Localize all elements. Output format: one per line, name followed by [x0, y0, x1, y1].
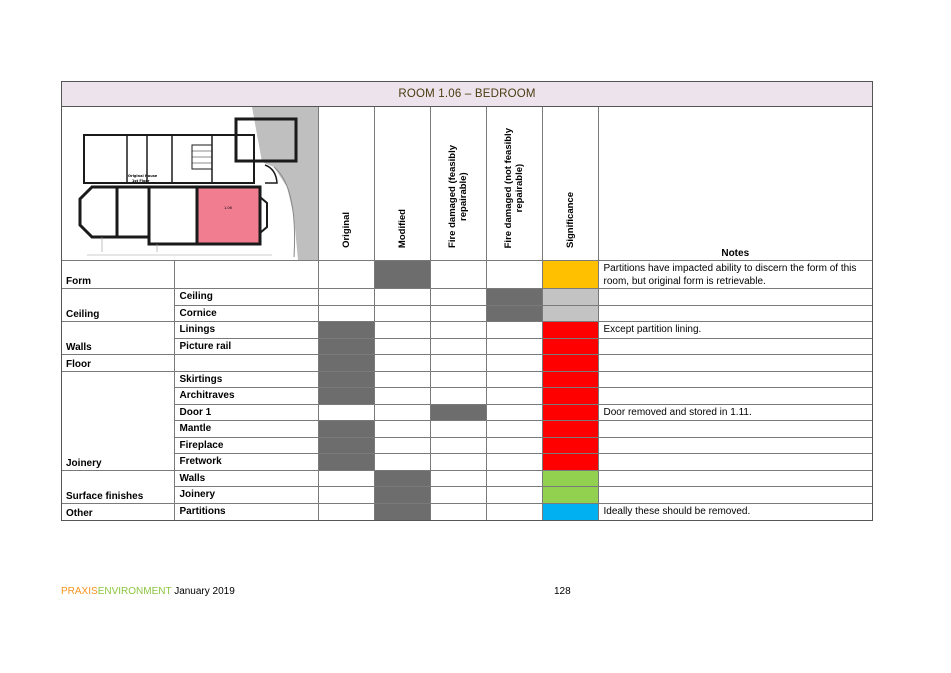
group-ceiling: Ceiling: [62, 289, 174, 322]
significance-cell: [542, 322, 598, 339]
note-cell: [598, 454, 872, 471]
note-cell: [598, 388, 872, 405]
sub-label: Linings: [174, 322, 318, 339]
modified-cell: [374, 503, 430, 520]
note-cell: [598, 371, 872, 388]
fire-not-feasible-cell: [486, 289, 542, 306]
col-notes: Notes: [598, 107, 872, 261]
plan-label-room: 1.06: [224, 206, 232, 210]
plan-label-house: Original House: [128, 174, 158, 178]
group-form: Form: [62, 261, 174, 289]
group-walls: Walls: [62, 322, 174, 355]
floor-plan: [62, 107, 318, 260]
sub-label: Cornice: [174, 305, 318, 322]
room-title: ROOM 1.06 – BEDROOM: [62, 82, 872, 107]
significance-cell: [542, 437, 598, 454]
original-cell: [318, 388, 374, 405]
table-row: [62, 355, 872, 372]
significance-cell: [542, 503, 598, 520]
group-surface-finishes: Surface finishes: [62, 470, 174, 503]
highlighted-room: [197, 187, 260, 244]
col-significance: Significance: [542, 107, 598, 261]
page-number: 128: [554, 586, 571, 597]
table-row: [62, 388, 872, 405]
floor-plan-drawing: [62, 107, 318, 260]
sub-label: Door 1: [174, 404, 318, 421]
fire-feasible-cell: [430, 404, 486, 421]
floor-plan-cell: [62, 107, 318, 261]
significance-cell: [542, 355, 598, 372]
sub-label: Picture rail: [174, 338, 318, 355]
table-row: [62, 322, 872, 339]
table-row: [62, 289, 872, 306]
table-row: [62, 338, 872, 355]
group-floor: Floor: [62, 355, 174, 372]
significance-cell: [542, 289, 598, 306]
sub-label: Fretwork: [174, 454, 318, 471]
significance-cell: [542, 388, 598, 405]
note-cell: [598, 421, 872, 438]
col-fire-feasible: Fire damaged (feasibly repairable): [430, 107, 486, 261]
significance-cell: [542, 470, 598, 487]
assessment-sheet: [61, 81, 873, 521]
assessment-table: [62, 107, 872, 520]
modified-cell: [374, 470, 430, 487]
original-cell: [318, 437, 374, 454]
sub-label: Mantle: [174, 421, 318, 438]
table-row: [62, 261, 872, 289]
group-joinery: Joinery: [62, 371, 174, 470]
significance-cell: [542, 305, 598, 322]
note-cell: Door removed and stored in 1.11.: [598, 404, 872, 421]
table-row: [62, 487, 872, 504]
original-cell: [318, 338, 374, 355]
significance-cell: [542, 338, 598, 355]
modified-cell: [374, 487, 430, 504]
note-cell: Except partition lining.: [598, 322, 872, 339]
footer-brand: [61, 586, 235, 597]
significance-cell: [542, 454, 598, 471]
original-cell: [318, 421, 374, 438]
table-row: [62, 404, 872, 421]
original-cell: [318, 322, 374, 339]
sub-label: Walls: [174, 470, 318, 487]
note-cell: Ideally these should be removed.: [598, 503, 872, 520]
brand-praxis: PRAXIS: [61, 586, 98, 597]
significance-cell: [542, 487, 598, 504]
note-cell: [598, 355, 872, 372]
note-cell: [598, 289, 872, 306]
sub-label: Architraves: [174, 388, 318, 405]
significance-cell: [542, 371, 598, 388]
significance-cell: [542, 421, 598, 438]
sub-label: [174, 355, 318, 372]
sub-label: Ceiling: [174, 289, 318, 306]
sub-label: [174, 261, 318, 289]
note-cell: [598, 305, 872, 322]
note-cell: [598, 470, 872, 487]
table-row: [62, 305, 872, 322]
note-cell: Partitions have impacted ability to discern the form of this room, but original form is retrievable.: [598, 261, 872, 289]
note-cell: [598, 487, 872, 504]
note-cell: [598, 437, 872, 454]
col-original: Original: [318, 107, 374, 261]
table-row: [62, 454, 872, 471]
table-row: [62, 371, 872, 388]
table-row: [62, 470, 872, 487]
sub-label: Joinery: [174, 487, 318, 504]
plan-label-floor: 1st Floor: [132, 179, 150, 183]
significance-cell: [542, 404, 598, 421]
table-row: [62, 421, 872, 438]
footer-date: January 2019: [174, 586, 235, 597]
col-modified: Modified: [374, 107, 430, 261]
fire-not-feasible-cell: [486, 305, 542, 322]
table-row: [62, 437, 872, 454]
modified-cell: [374, 261, 430, 289]
significance-cell: [542, 261, 598, 289]
original-cell: [318, 355, 374, 372]
group-other: Other: [62, 503, 174, 520]
table-row: [62, 503, 872, 520]
sub-label: Partitions: [174, 503, 318, 520]
col-fire-not-feasible: Fire damaged (not feasibly repairable): [486, 107, 542, 261]
sub-label: Skirtings: [174, 371, 318, 388]
note-cell: [598, 338, 872, 355]
brand-environment: ENVIRONMENT: [97, 586, 172, 597]
header-row: [62, 107, 872, 261]
original-cell: [318, 371, 374, 388]
sub-label: Fireplace: [174, 437, 318, 454]
original-cell: [318, 454, 374, 471]
